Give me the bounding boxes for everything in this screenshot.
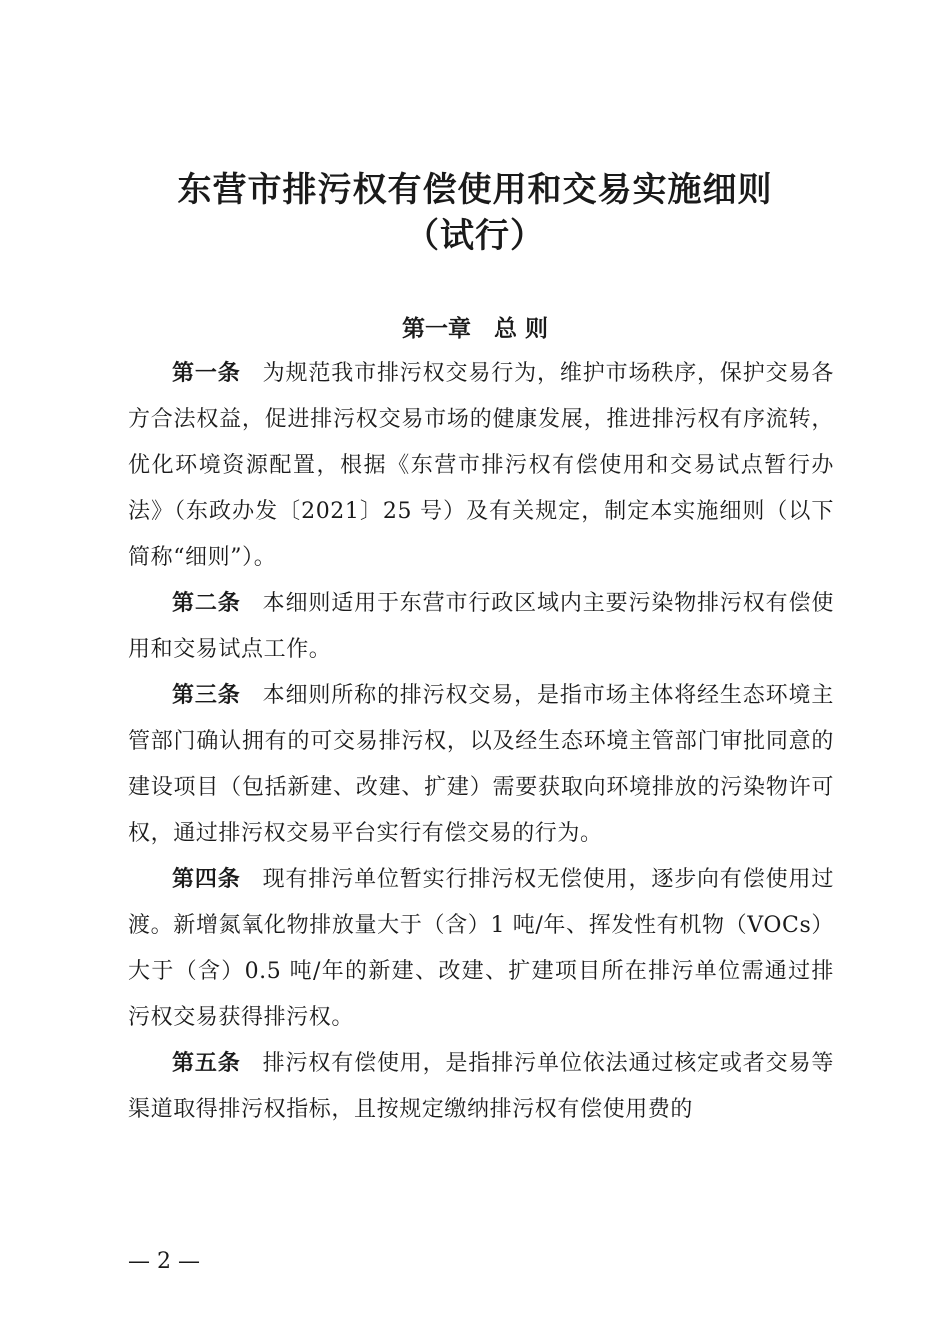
article-label: 第四条 [172,867,241,892]
article-label: 第二条 [172,591,241,616]
chapter-heading: 第一章 总 则 [401,316,548,342]
document-subtitle: （试行） [405,216,545,256]
article-3 [128,673,834,857]
article-1 [128,351,834,581]
article-text: 排污权有偿使用，是指排污单位依法通过核定或者交易等渠道取得排污权指标，且按规定缴纳排污权有偿使用费的 [128,1051,834,1122]
article-text: 为规范我市排污权交易行为，维护市场秩序，保护交易各方合法权益，促进排污权交易市场的健康发展，推进排污权有序流转，优化环境资源配置，根据《东营市排污权有偿使用和交易试点暂行办法》（东政办发〔2021〕25 号）及有关规定，制定本实施细则（以下简称“细则”）。 [128,361,834,570]
article-label: 第一条 [172,361,241,386]
document-body [128,351,834,1133]
article-5 [128,1041,834,1133]
article-text: 本细则适用于东营市行政区域内主要污染物排污权有偿使用和交易试点工作。 [128,591,834,662]
article-2 [128,581,834,673]
article-4 [128,857,834,1041]
article-label: 第三条 [172,683,241,708]
page-number: — 2 — [128,1249,200,1274]
document-title: 东营市排污权有偿使用和交易实施细则 [177,170,773,210]
article-label: 第五条 [172,1051,241,1076]
article-text: 现有排污单位暂实行排污权无偿使用，逐步向有偿使用过渡。新增氮氧化物排放量大于（含）1 吨/年、挥发性有机物（VOCs）大于（含）0.5 吨/年的新建、改建、扩建项目所在排污单位需通过排污权交易获得排污权。 [128,867,834,1030]
article-text: 本细则所称的排污权交易，是指市场主体将经生态环境主管部门确认拥有的可交易排污权，以及经生态环境主管部门审批同意的建设项目（包括新建、改建、扩建）需要获取向环境排放的污染物许可权，通过排污权交易平台实行有偿交易的行为。 [128,683,834,846]
